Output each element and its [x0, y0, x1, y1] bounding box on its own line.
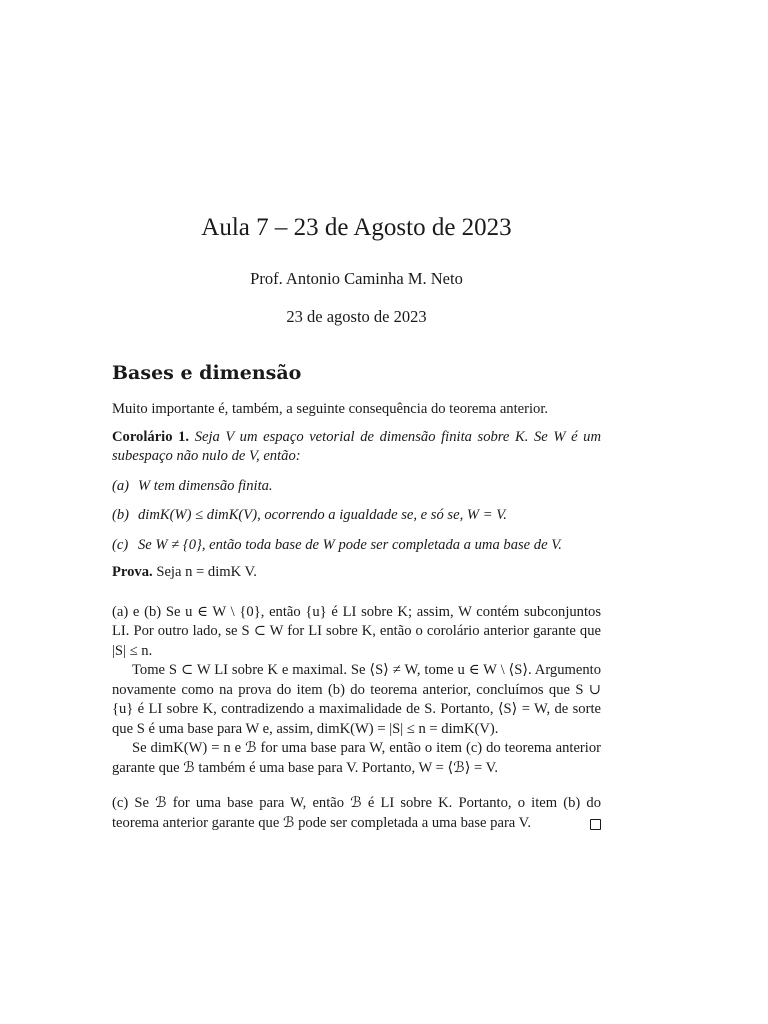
corollary-item-b: [112, 506, 601, 526]
proof-paragraph-3: Se dimK(W) = n e ℬ for uma base para W, então o item (c) do teorema anterior garante que ℬ também é uma base para V. Portanto, W = ⟨ℬ⟩ = V.: [112, 740, 601, 776]
proof-intro-text: Seja n = dimK V.: [156, 564, 257, 580]
item-label: (a): [112, 477, 130, 494]
item-text: Se W ≠ {0}, então toda base de W pode ser completada a uma base de V.: [138, 536, 562, 553]
corollary-statement: Seja V um espaço vetorial de dimensão finita sobre K. Se W é um subespaço não nulo de V, então:: [112, 428, 602, 464]
section-title: Bases e dimensão: [112, 362, 302, 384]
document-title: Aula 7 – 23 de Agosto de 2023: [201, 214, 512, 241]
corollary-item-a: [112, 477, 601, 497]
intro-paragraph: Muito importante é, também, a seguinte consequência do teorema anterior.: [112, 401, 549, 417]
proof-label: Prova.: [112, 564, 153, 580]
item-label: (b): [112, 507, 130, 523]
proof-intro: [112, 563, 601, 583]
corollary-label: Corolário 1.: [112, 428, 190, 445]
proof-paragraph-4: [112, 794, 601, 833]
document-date: 23 de agosto de 2023: [286, 307, 427, 326]
item-label: (c): [112, 536, 129, 553]
qed-square-icon: [590, 819, 601, 830]
item-text: W tem dimensão finita.: [138, 477, 273, 494]
corollary: [112, 428, 601, 467]
proof-paragraph-2: Tome S ⊂ W LI sobre K e maximal. Se ⟨S⟩ ≠ W, tome u ∈ W \ ⟨S⟩. Argumento novamente como na prova do item (b) do teorema anterior, concluímos que S ∪ {u} é LI sobre K, contradizendo a maximalidade de S. Portanto, ⟨S⟩ = W, de sorte que S é uma base para W e, assim, dimK(W) = |S| ≤ n = dimK(V).: [112, 662, 601, 737]
corollary-item-c: [112, 536, 601, 556]
section-body: [112, 400, 601, 833]
proof-paragraph-1: (a) e (b) Se u ∈ W \ {0}, então {u} é LI sobre K; assim, W contém subconjuntos LI. Por outro lado, se S ⊂ W for LI sobre K, então o corolário anterior garante que |S| ≤ n.: [112, 603, 601, 659]
document-author: Prof. Antonio Caminha M. Neto: [250, 269, 463, 288]
item-text: dimK(W) ≤ dimK(V), ocorrendo a igualdade se, e só se, W = V.: [138, 507, 507, 523]
proof-paragraph-4-text: (c) Se ℬ for uma base para W, então ℬ é LI sobre K. Portanto, o item (b) do teorema anterior garante que ℬ pode ser completada a uma base para V.: [112, 795, 601, 831]
